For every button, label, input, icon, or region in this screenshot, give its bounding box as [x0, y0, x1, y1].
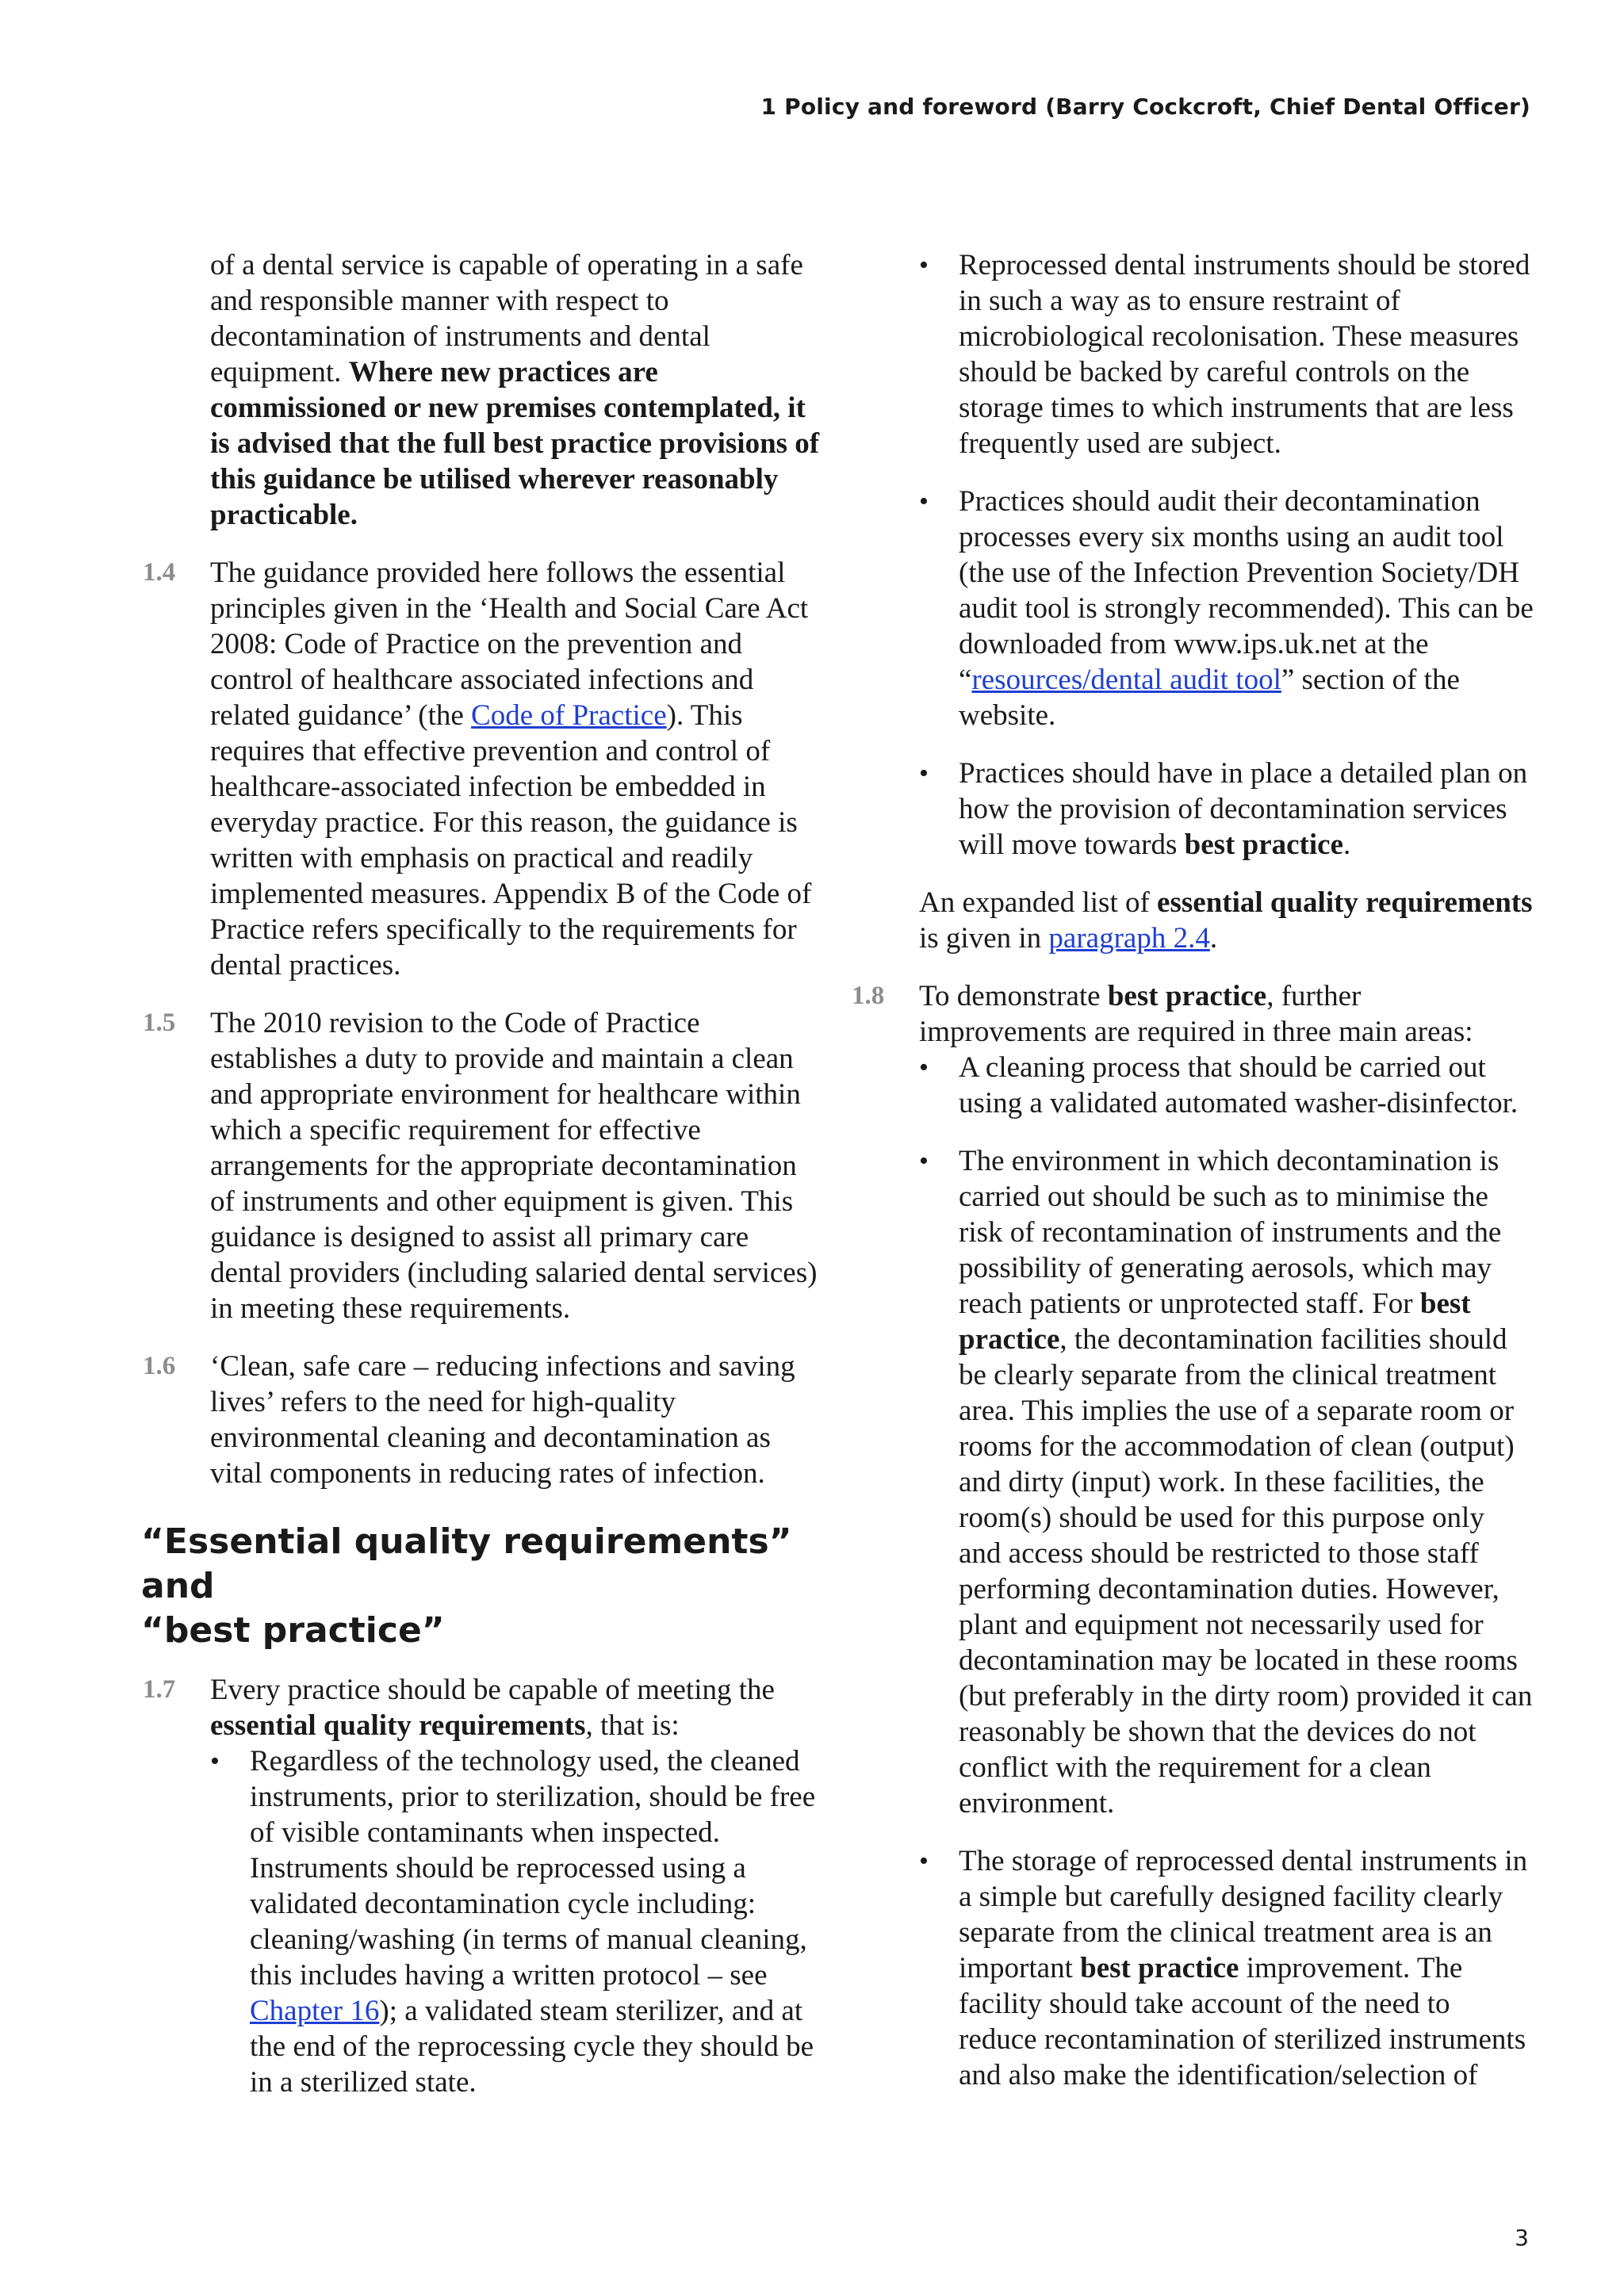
- paragraph-number: 1.4: [143, 558, 176, 587]
- list-item: [959, 1843, 1534, 2093]
- paragraph-number: 1.7: [143, 1675, 176, 1704]
- heading-line-1: “Essential quality requirements” and: [141, 1521, 792, 1606]
- paragraph-text: An expanded list of: [919, 886, 1158, 919]
- paragraph-1-4: [135, 555, 825, 983]
- bullet-text: .: [1343, 828, 1351, 861]
- bullet-text: Regardless of the technology used, the cleaned instruments, prior to sterilization, should be free of visible contaminants when inspected. Instruments should be reprocessed using a validated decontamination cycle including: cleaning/washing (in terms of manual cleaning, this includes having a written protocol – see: [250, 1745, 816, 1992]
- paragraph-text: , further improvements are required in three main areas:: [919, 980, 1473, 1048]
- paragraph-text: is given in: [919, 922, 1049, 955]
- left-column: [135, 247, 825, 2100]
- paragraph-1-5: [135, 1005, 825, 1326]
- right-column: [844, 247, 1534, 2093]
- bullet-text: , the decontamination facilities should be clearly separate from the clinical treatment area. This implies the use of a separate room or rooms for the accommodation of clean (output) and dirty (input) work. In these facilities, the room(s) should be used for this purpose only and access should be restricted to those staff performing decontamination duties. However, plant and equipment not necessarily used for decontamination may be located in these rooms (but preferably in the dirty room) provided it can reasonably be shown that the devices do not conflict with the requirement for a clean environment.: [959, 1323, 1533, 1820]
- expanded-list-paragraph: [844, 885, 1534, 956]
- requirements-list-continued: [844, 247, 1534, 863]
- paragraph-text: .: [1209, 922, 1218, 955]
- bold-term: essential quality requirements: [1157, 886, 1533, 919]
- chapter-16-link[interactable]: Chapter 16: [250, 1995, 380, 2027]
- bold-term: best practice: [1184, 828, 1343, 861]
- paragraph-1-8: [844, 978, 1534, 1050]
- list-item: • Reprocessed dental instruments should be stored in such a way as to ensure restraint of microbiological recolonisation. These measures should be backed by careful controls on the storage times to which instruments that are less frequently used are subject.: [959, 247, 1534, 461]
- continuation-bold-text: Where new practices are commissioned or new premises contemplated, it is advised that the full best practice provisions of this guidance be utilised wherever reasonably practicable.: [210, 356, 820, 531]
- best-practice-list: [844, 1050, 1534, 2093]
- list-item: [959, 756, 1534, 863]
- bullet-text: The environment in which decontamination is carried out should be such as to minimise the risk of recontamination of instruments and the possibility of generating aerosols, which may reach patients or unprotected staff. For: [959, 1145, 1502, 1320]
- list-item: [959, 484, 1534, 733]
- bullet-text: improvement. The facility should take account of the need to reduce recontamination of sterilized instruments and also make the identification/selection of: [959, 1952, 1526, 2091]
- paragraph-2-4-link[interactable]: paragraph 2.4: [1048, 922, 1210, 955]
- paragraph-text: ). This requires that effective prevention and control of healthcare-associated infection be embedded in everyday practice. For this reason, the guidance is written with emphasis on practical and readily implemented measures. Appendix B of the Code of Practice refers specifically to the requirements for dental practices.: [210, 699, 812, 982]
- bold-term: best practice: [1107, 980, 1267, 1012]
- page-number: 3: [1515, 2225, 1529, 2251]
- bullet-text: ” section of the website.: [959, 664, 1460, 732]
- list-item: • A cleaning process that should be carried out using a validated automated washer-disinfector.: [959, 1050, 1534, 1121]
- bullet-text: ); a validated steam sterilizer, and at the end of the reprocessing cycle they should be in a sterilized state.: [250, 1995, 814, 2099]
- running-header: 1 Policy and foreword (Barry Cockcroft, Chief Dental Officer): [760, 94, 1530, 120]
- paragraph-text: To demonstrate: [919, 980, 1108, 1012]
- paragraph-text: The 2010 revision to the Code of Practice establishes a duty to provide and maintain a clean and appropriate environment for healthcare within which a specific requirement for effective arrangements for the appropriate decontamination of instruments and other equipment is given. This guidance is designed to assist all primary care dental providers (including salaried dental services) in meeting these requirements.: [210, 1007, 818, 1325]
- list-item: [959, 1143, 1534, 1821]
- paragraph-number: 1.6: [143, 1352, 176, 1380]
- section-heading: [141, 1520, 825, 1653]
- paragraph-text: Every practice should be capable of meeting the: [210, 1674, 775, 1706]
- bullet-text: Practices should have in place a detailed plan on how the provision of decontamination services will move towards: [959, 757, 1528, 861]
- bold-term: best practice: [1080, 1952, 1239, 1984]
- heading-line-2: “best practice”: [141, 1610, 445, 1651]
- bullet-text: Practices should audit their decontamination processes every six months using an audit tool (the use of the Infection Prevention Society/DH audit tool is strongly recommended). This can be downloaded from www.ips.uk.net at the “: [959, 485, 1534, 696]
- bullet-text: The storage of reprocessed dental instruments in a simple but carefully designed facility clearly separate from the clinical treatment area is an important: [959, 1845, 1528, 1984]
- requirements-list: [135, 1743, 825, 2100]
- paragraph-number: 1.5: [143, 1008, 176, 1037]
- paragraph-text: , that is:: [585, 1709, 680, 1742]
- paragraph-number: 1.8: [852, 982, 885, 1010]
- bold-term: essential quality requirements: [210, 1709, 586, 1742]
- continuation-text: of a dental service is capable of operating in a safe and responsible manner with respect to decontamination of instruments and dental equipment.: [210, 249, 803, 388]
- paragraph-1-6: [135, 1349, 825, 1491]
- bold-term: best practice: [959, 1288, 1471, 1356]
- paragraph-text: The guidance provided here follows the essential principles given in the ‘Health and Social Care Act 2008: Code of Practice on the prevention and control of healthcare associated infections and related guidance’ (the: [210, 557, 809, 732]
- list-item: [250, 1743, 825, 2100]
- paragraph-text: ‘Clean, safe care – reducing infections and saving lives’ refers to the need for high-quality environmental cleaning and decontamination as vital components in reducing rates of infection.: [210, 1350, 795, 1490]
- continuation-paragraph: [135, 247, 825, 533]
- paragraph-1-7: [135, 1672, 825, 1743]
- dental-audit-tool-link[interactable]: resources/dental audit tool: [971, 664, 1281, 696]
- code-of-practice-link[interactable]: Code of Practice: [471, 699, 667, 732]
